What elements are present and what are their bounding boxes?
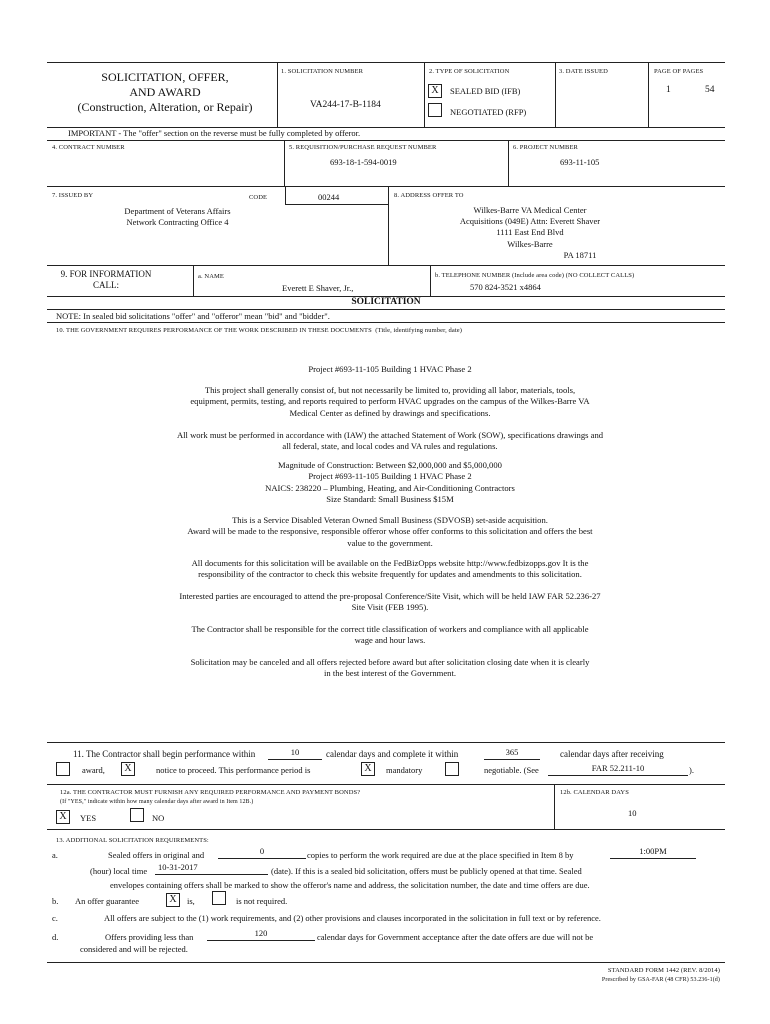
calendar-days-label: 12b. CALENDAR DAYS bbox=[560, 789, 629, 796]
scope-line2: equipment, permits, testing, and reports required to perform HVAC upgrades on the campus of the Wilkes-Barre VA bbox=[190, 396, 590, 407]
blank-line bbox=[155, 874, 268, 875]
address-line5: PA 18711 bbox=[563, 249, 597, 260]
copies-value[interactable]: 0 bbox=[259, 846, 265, 856]
blank-line bbox=[610, 858, 696, 859]
item13-b-text1: An offer guarantee bbox=[75, 896, 140, 906]
item12-sublabel: (If "YES," indicate within how many calendar days after award in Item 12B.) bbox=[60, 799, 254, 805]
bonds-yes-checkbox[interactable]: X bbox=[56, 810, 70, 824]
divider bbox=[554, 784, 555, 829]
solicitation-note: NOTE: In sealed bid solicitations "offer" and "offeror" mean "bid" and "bidder". bbox=[56, 311, 330, 321]
rule bbox=[47, 829, 725, 830]
issued-by-line1: Department of Veterans Affairs bbox=[124, 206, 231, 216]
item13-a-letter: a. bbox=[52, 850, 58, 860]
divider bbox=[424, 62, 425, 127]
documents-line1: All documents for this solicitation will be available on the FedBizOpps website http://www.fedbizopps.gov It is the bbox=[191, 558, 589, 568]
divider bbox=[193, 265, 194, 296]
important-note: IMPORTANT - The "offer" section on the reverse must be fully completed by offeror. bbox=[68, 128, 361, 138]
project-number-label: 6. PROJECT NUMBER bbox=[513, 144, 578, 151]
negotiated-label: NEGOTIATED (RFP) bbox=[450, 107, 527, 117]
item11-close: ). bbox=[689, 765, 694, 775]
divider bbox=[277, 62, 278, 127]
item13-d-letter: d. bbox=[52, 932, 59, 942]
wages-line2: wage and hour laws. bbox=[354, 635, 426, 646]
project-number: 693-11-105 bbox=[560, 157, 600, 167]
requisition-label: 5. REQUISITION/PURCHASE REQUEST NUMBER bbox=[289, 144, 437, 151]
type-of-solicitation-label: 2. TYPE OF SOLICITATION bbox=[429, 68, 510, 75]
paragraph-scope bbox=[150, 385, 630, 419]
footer-form-line: STANDARD FORM 1442 (REV. 8/2014) bbox=[607, 967, 720, 974]
item13-c-letter: c. bbox=[52, 913, 58, 923]
divider bbox=[284, 140, 285, 186]
sealed-bid-label: SEALED BID (IFB) bbox=[450, 86, 521, 96]
item11-days-complete[interactable]: 365 bbox=[505, 747, 519, 757]
setaside-line2: Award will be made to the responsive, responsible offeror whose offer conforms to this solicitation and offers the best bbox=[187, 526, 593, 537]
mandatory-checkbox[interactable]: X bbox=[361, 762, 375, 776]
compliance-line2: all federal, state, and local codes and VA rules and regulations. bbox=[282, 441, 498, 452]
info-phone-label: b. TELEPHONE NUMBER (Include area code) (NO COLLECT CALLS) bbox=[435, 272, 635, 279]
item10-sublabel: (Title, identifying number, date) bbox=[375, 327, 463, 334]
setaside-line1: This is a Service Disabled Veteran Owned Small Business (SDVOSB) set-aside acquisition. bbox=[232, 515, 548, 525]
mandatory-label: mandatory bbox=[386, 765, 423, 775]
paragraph-documents bbox=[150, 558, 630, 581]
bonds-no-checkbox[interactable] bbox=[130, 808, 144, 822]
setaside-line3: value to the government. bbox=[347, 537, 433, 548]
info-name-label: a. NAME bbox=[198, 273, 224, 280]
form-title-line2: AND AWARD bbox=[129, 85, 201, 99]
item13-a-text5: envelopes containing offers shall be marked to show the offeror's name and address, the solicitation number, the date and time offers are due. bbox=[110, 880, 590, 890]
item11-text3: calendar days after receiving bbox=[560, 749, 664, 759]
divider bbox=[285, 186, 286, 204]
magnitude-line1: Magnitude of Construction: Between $2,000,000 and $5,000,000 bbox=[278, 460, 502, 470]
rule bbox=[47, 742, 725, 743]
item10-label bbox=[56, 327, 462, 334]
negotiable-label: negotiable. (See bbox=[484, 765, 539, 775]
divider bbox=[508, 140, 509, 186]
paragraph-cancel bbox=[150, 657, 630, 680]
item13-d-text3: considered and will be rejected. bbox=[80, 944, 188, 954]
date-issued-label: 3. DATE ISSUED bbox=[559, 68, 608, 75]
form-title bbox=[60, 70, 270, 115]
requisition-number: 693-18-1-594-0019 bbox=[330, 157, 397, 167]
item13-a-text4: (date). If this is a sealed bid solicitation, offers must be publicly opened at that time. Sealed bbox=[271, 866, 582, 876]
documents-line2: responsibility of the contractor to check this website frequently for updates and amendments to this solicitation. bbox=[198, 569, 582, 580]
magnitude-line3: NAICS: 238220 – Plumbing, Heating, and Air-Conditioning Contractors bbox=[265, 482, 515, 493]
negotiated-checkbox[interactable] bbox=[428, 103, 442, 117]
address-line3: 1111 East End Blvd bbox=[496, 227, 564, 238]
contract-number-label: 4. CONTRACT NUMBER bbox=[52, 144, 125, 151]
cancel-line1: Solicitation may be canceled and all offers rejected before award but after solicitation closing date when it is clearly bbox=[190, 657, 590, 667]
paragraph-magnitude bbox=[150, 460, 630, 505]
see-reference[interactable]: FAR 52.211-10 bbox=[591, 763, 645, 773]
blank-line bbox=[484, 759, 540, 760]
blank-line bbox=[268, 759, 322, 760]
guarantee-is-checkbox[interactable]: X bbox=[166, 893, 180, 907]
page-of-pages-label: PAGE OF PAGES bbox=[654, 68, 704, 75]
rule bbox=[47, 322, 725, 323]
rule-top bbox=[47, 62, 725, 63]
calendar-days-value: 10 bbox=[628, 808, 637, 818]
site-visit-line2: Site Visit (FEB 1995). bbox=[351, 602, 429, 613]
divider bbox=[555, 62, 556, 127]
divider bbox=[648, 62, 649, 127]
solicitation-heading: SOLICITATION bbox=[351, 297, 421, 307]
address-line4: Wilkes-Barre bbox=[507, 238, 553, 249]
item13-c-text: All offers are subject to the (1) work requirements, and (2) other provisions and clauses incorporated in the solicitation in full text or by reference. bbox=[104, 913, 601, 923]
rule bbox=[47, 140, 725, 141]
info-label-line2: CALL: bbox=[93, 280, 119, 290]
address-offer-block bbox=[420, 205, 640, 261]
address-offer-label: 8. ADDRESS OFFER TO bbox=[394, 192, 464, 199]
total-pages: 54 bbox=[705, 85, 715, 95]
project-title: Project #693-11-105 Building 1 HVAC Phase 2 bbox=[308, 364, 472, 374]
guarantee-not-label: is not required. bbox=[236, 896, 288, 906]
item12-label: 12a. THE CONTRACTOR MUST FURNISH ANY REQUIRED PERFORMANCE AND PAYMENT BONDS? bbox=[60, 789, 361, 796]
item11-text2: calendar days and complete it within bbox=[326, 749, 459, 759]
code-label: CODE bbox=[249, 194, 268, 201]
notice-label: notice to proceed. This performance period is bbox=[156, 765, 311, 775]
paragraph-compliance bbox=[130, 430, 650, 453]
item13-b-letter: b. bbox=[52, 896, 59, 906]
solicitation-number-label: 1. SOLICITATION NUMBER bbox=[281, 68, 364, 75]
rule bbox=[285, 204, 388, 205]
blank-line bbox=[218, 858, 306, 859]
paragraph-wages bbox=[150, 624, 630, 647]
bonds-yes-label: YES bbox=[80, 813, 97, 823]
item10-title: 10. THE GOVERNMENT REQUIRES PERFORMANCE OF THE WORK DESCRIBED IN THESE DOCUMENTS bbox=[56, 327, 372, 334]
info-name: Everett E Shaver, Jr., bbox=[282, 283, 354, 293]
due-date-value[interactable]: 10-31-2017 bbox=[158, 862, 198, 872]
footer-prescribed: Prescribed by GSA-FAR (48 CFR) 53.236-1(d) bbox=[601, 977, 720, 983]
solicitation-number: VA244-17-B-1184 bbox=[310, 100, 381, 110]
site-visit-line1: Interested parties are encouraged to attend the pre-proposal Conference/Site Visit, which will be held IAW FAR 52.236-27 bbox=[179, 591, 601, 601]
magnitude-line2: Project #693-11-105 Building 1 HVAC Phase 2 bbox=[308, 471, 472, 482]
item13-label: 13. ADDITIONAL SOLICITATION REQUIREMENTS: bbox=[56, 837, 209, 844]
blank-line bbox=[207, 940, 315, 941]
issued-by-label: 7. ISSUED BY bbox=[52, 192, 94, 199]
blank-line bbox=[548, 775, 688, 776]
notice-to-proceed-checkbox[interactable]: X bbox=[121, 762, 135, 776]
address-line1: Wilkes-Barre VA Medical Center bbox=[473, 205, 587, 215]
negotiable-checkbox[interactable] bbox=[445, 762, 459, 776]
form-title-line3: (Construction, Alteration, or Repair) bbox=[77, 100, 253, 114]
item13-a-text3: (hour) local time bbox=[90, 866, 148, 876]
rule bbox=[47, 309, 725, 310]
divider bbox=[430, 265, 431, 296]
due-time-value[interactable]: 1:00PM bbox=[639, 846, 667, 856]
item13-a-text1: Sealed offers in original and bbox=[108, 850, 205, 860]
info-label bbox=[50, 269, 162, 291]
wages-line1: The Contractor shall be responsible for the correct title classification of workers and compliance with all applicable bbox=[191, 624, 589, 634]
rule bbox=[47, 265, 725, 266]
item11-text1: 11. The Contractor shall begin performance within bbox=[73, 749, 256, 759]
rule bbox=[47, 784, 725, 785]
form-title-line1: SOLICITATION, OFFER, bbox=[101, 70, 229, 84]
item13-d-text2: calendar days for Government acceptance after the date offers are due will not be bbox=[317, 932, 594, 942]
issued-by-address bbox=[90, 206, 265, 228]
issued-by-code: 00244 bbox=[318, 192, 340, 202]
sealed-bid-checkbox[interactable]: X bbox=[428, 84, 442, 98]
divider bbox=[388, 186, 389, 265]
paragraph-site-visit bbox=[150, 591, 630, 614]
item13-d-text1: Offers providing less than bbox=[105, 932, 194, 942]
item13-a-text2: copies to perform the work required are due at the place specified in Item 8 by bbox=[307, 850, 574, 860]
address-line2: Acquisitions (049E) Attn: Everett Shaver bbox=[459, 216, 601, 227]
magnitude-line4: Size Standard: Small Business $15M bbox=[326, 493, 454, 504]
guarantee-is-label: is, bbox=[187, 896, 195, 906]
scope-line1: This project shall generally consist of, but not necessarily be limited to, providing all labor, materials, tools, bbox=[204, 385, 576, 395]
cancel-line2: in the best interest of the Government. bbox=[324, 668, 456, 679]
acceptance-days-value[interactable]: 120 bbox=[254, 928, 268, 938]
item11-days-begin[interactable]: 10 bbox=[290, 747, 300, 757]
rule bbox=[47, 186, 725, 187]
award-label: award, bbox=[82, 765, 105, 775]
award-checkbox[interactable] bbox=[56, 762, 70, 776]
compliance-line1: All work must be performed in accordance with (IAW) the attached Statement of Work (SOW), specifications drawings and bbox=[176, 430, 604, 440]
guarantee-not-checkbox[interactable] bbox=[212, 891, 226, 905]
scope-line3: Medical Center as defined by drawings and specifications. bbox=[289, 407, 491, 418]
bonds-no-label: NO bbox=[152, 813, 165, 823]
info-phone: 570 824-3521 x4864 bbox=[470, 282, 541, 292]
paragraph-setaside bbox=[150, 515, 630, 549]
page-number: 1 bbox=[666, 85, 671, 95]
info-label-line1: 9. FOR INFORMATION bbox=[60, 269, 152, 279]
rule-bottom bbox=[47, 962, 725, 963]
issued-by-line2: Network Contracting Office 4 bbox=[126, 217, 229, 227]
